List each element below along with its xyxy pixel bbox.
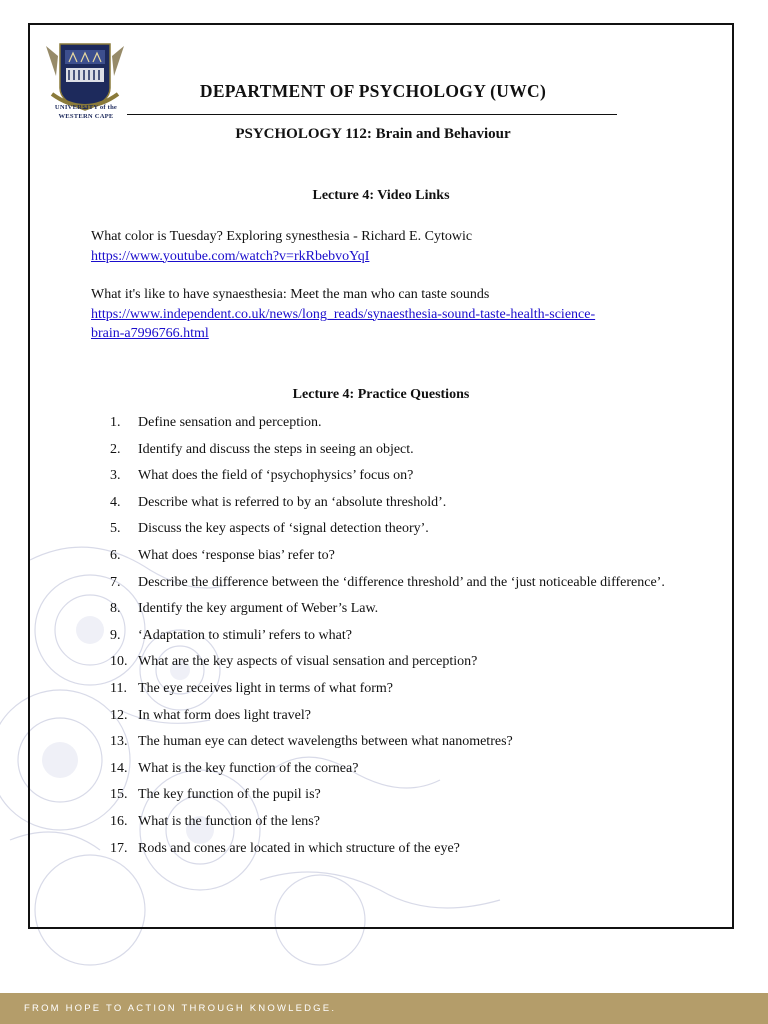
video-title: What color is Tuesday? Exploring synesthesia - Richard E. Cytowic	[91, 229, 473, 244]
question-item	[110, 413, 670, 432]
question-item	[110, 599, 670, 618]
question-number: 13.	[110, 734, 128, 750]
question-text: Rods and cones are located in which structure of the eye?	[138, 840, 460, 856]
question-number: 10.	[110, 654, 128, 670]
video-url-link[interactable]: https://www.youtube.com/watch?v=rkRbebvoYqI	[91, 248, 370, 264]
question-item	[110, 519, 670, 538]
question-text: What is the function of the lens?	[138, 813, 320, 829]
question-item	[110, 679, 670, 698]
video-url-line[interactable]: brain-a7996766.html	[91, 326, 209, 341]
university-name	[44, 103, 128, 121]
question-text: Identify and discuss the steps in seeing an object.	[138, 441, 414, 457]
question-number: 2.	[110, 441, 121, 457]
video-links-heading: Lecture 4: Video Links	[312, 188, 450, 203]
question-number: 14.	[110, 760, 128, 776]
university-name-line1: UNIVERSITY of the	[54, 104, 118, 111]
question-text: Describe what is referred to by an ‘absolute threshold’.	[138, 494, 447, 510]
question-number: 8.	[110, 601, 121, 617]
question-text: The human eye can detect wavelengths between what nanometres?	[138, 734, 513, 750]
question-item	[110, 546, 670, 565]
question-item	[110, 732, 670, 751]
question-text: Describe the difference between the ‘difference threshold’ and the ‘just noticeable difference’.	[138, 574, 665, 590]
question-item	[110, 839, 670, 858]
question-item	[110, 759, 670, 778]
question-number: 6.	[110, 547, 121, 563]
video-url-link[interactable]	[91, 305, 691, 344]
question-number: 9.	[110, 627, 121, 643]
question-text: Discuss the key aspects of ‘signal detection theory’.	[138, 521, 429, 537]
question-item	[110, 652, 670, 671]
footer-motto: FROM HOPE TO ACTION THROUGH KNOWLEDGE.	[24, 1003, 337, 1014]
question-item	[110, 573, 670, 592]
question-text: What does ‘response bias’ refer to?	[138, 547, 335, 563]
question-number: 5.	[110, 521, 121, 537]
question-number: 3.	[110, 468, 121, 484]
question-text: What are the key aspects of visual sensation and perception?	[138, 654, 478, 670]
question-number: 11.	[110, 680, 127, 696]
question-text: Define sensation and perception.	[138, 415, 322, 430]
question-item	[110, 626, 670, 645]
video-url-line[interactable]: https://www.independent.co.uk/news/long_reads/synaesthesia-sound-taste-health-science-	[91, 306, 596, 322]
video-link-item	[91, 227, 691, 266]
question-number: 4.	[110, 494, 121, 510]
course-title: PSYCHOLOGY 112: Brain and Behaviour	[235, 126, 511, 142]
question-item	[110, 785, 670, 804]
question-text: The key function of the pupil is?	[138, 787, 321, 803]
question-item	[110, 466, 670, 485]
question-number: 16.	[110, 813, 128, 829]
video-title: What it's like to have synaesthesia: Meet the man who can taste sounds	[91, 287, 490, 302]
question-text: The eye receives light in terms of what form?	[138, 680, 394, 696]
title-divider	[127, 114, 617, 115]
question-number: 17.	[110, 840, 128, 856]
question-text: ‘Adaptation to stimuli’ refers to what?	[138, 627, 352, 643]
question-text: Identify the key argument of Weber’s Law.	[138, 601, 379, 617]
question-text: In what form does light travel?	[138, 707, 312, 723]
question-number: 12.	[110, 707, 128, 723]
video-link-item	[91, 285, 691, 344]
question-number: 7.	[110, 574, 121, 590]
question-text: What does the field of ‘psychophysics’ focus on?	[138, 468, 414, 484]
department-title: DEPARTMENT OF PSYCHOLOGY (UWC)	[199, 81, 547, 101]
question-number: 1.	[110, 415, 121, 430]
university-name-line2: WESTERN CAPE	[58, 113, 114, 120]
question-number: 15.	[110, 787, 128, 803]
question-item	[110, 812, 670, 831]
question-item	[110, 440, 670, 459]
question-item	[110, 493, 670, 512]
practice-question-list	[110, 413, 670, 865]
question-item	[110, 706, 670, 725]
practice-questions-heading: Lecture 4: Practice Questions	[292, 387, 470, 402]
question-text: What is the key function of the cornea?	[138, 760, 359, 776]
